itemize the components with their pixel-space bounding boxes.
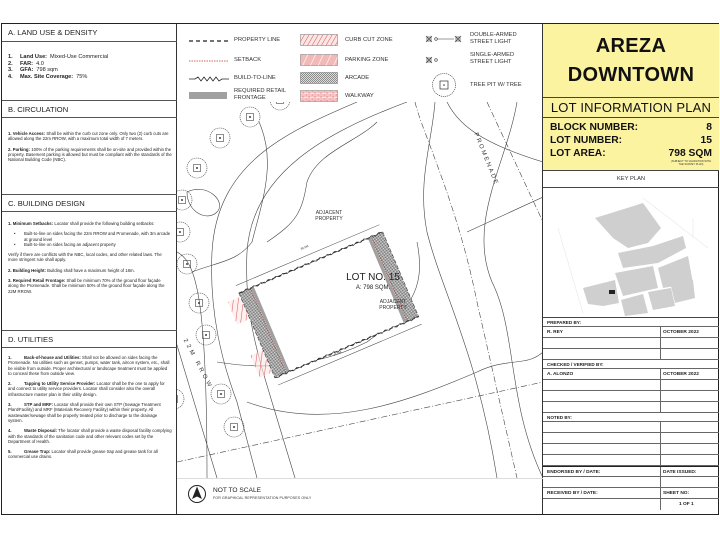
svg-text:37.5M: 37.5M	[332, 349, 343, 357]
legend-walkway: WALKWAY	[345, 93, 374, 99]
checked-by-heading: CHECKED / VERIFIED BY:	[543, 360, 719, 369]
not-to-scale-note: FOR GRAPHICAL REPRESENTATION PURPOSES ONLY	[213, 496, 312, 500]
project-title-box	[543, 24, 719, 98]
noted-by-heading: NOTED BY:	[543, 413, 719, 422]
legend-property-line: PROPERTY LINE	[234, 37, 281, 43]
not-to-scale-label: NOT TO SCALE	[213, 487, 262, 494]
legend-arcade: ARCADE	[345, 75, 370, 81]
received-by-row: RECEIVED BY / DATE: SHEET NO:	[543, 488, 719, 499]
section-heading-circulation: B. CIRCULATION	[2, 100, 177, 118]
plan-title: LOT INFORMATION PLAN	[543, 98, 719, 118]
lot-info-box	[543, 118, 719, 171]
noted-by-blank-row	[543, 433, 719, 444]
lot-area-note: (SUBJECT TO VALIDATION WITH THE SURVEY PLAN)	[671, 160, 711, 166]
retail-frontage-swatch	[189, 92, 227, 99]
lot-number-row: LOT NUMBER: 15	[550, 135, 712, 146]
prepared-by-blank-row	[543, 349, 719, 360]
site-plan-drawing	[177, 102, 543, 478]
checked-by-row: A. ALONZO OCTOBER 2022	[543, 369, 719, 380]
parking-zone-swatch	[300, 54, 338, 66]
prepared-by-blank-row	[543, 338, 719, 349]
land-use-item: 2. FAR: 4.0	[8, 60, 44, 67]
tree-pit-icon	[431, 72, 457, 98]
key-plan-heading: KEY PLAN	[543, 171, 719, 188]
legend-setback: SETBACK	[234, 57, 262, 63]
section-heading-land-use: A. LAND USE & DENSITY	[2, 24, 177, 42]
section-heading-utilities: D. UTILITIES	[2, 330, 177, 348]
legend-build-to-line: BUILD-TO-LINE	[234, 75, 276, 81]
adjacent-property-label-bottom: ADJACENT PROPERTY	[379, 299, 407, 311]
single-street-light-icon	[424, 55, 444, 65]
legend-single-light: SINGLE-ARMED STREET LIGHT	[470, 52, 515, 65]
utilities-text: 1. Back-of-house and Utilities: Shall not be allowed on sides facing the Promenade. No utilities such as genset, pumps, water tank, aircon system, etc., shall be visible from outside. Proper architectural or landscape treatment must be applied to conceal these from outside view. 2. Tapping to Utility Service Provider: Locator shall be the one to apply for and connect to utility service providers. Locator shall consider also the overall infrastructure master plan in their utility design. 3. STP and MRF: Locator shall provide their own STP (Sewage Treatment Plant/Facility) and MRF (Materials Recovery Facility) within their property. All wastewater/sewage shall be properly treated prior to discharge to the drainage system. 4. Waste Disposal: The locator shall provide a waste disposal facility complying with the standards of the sanitation code and other relevant codes set by the Department of Health. 5. Grease Trap: Locator shall provide grease trap and grease tank for all commercial use drains.	[8, 355, 172, 460]
divider	[177, 478, 543, 479]
lot-number-label: LOT NO. 15	[346, 272, 400, 283]
land-use-list	[8, 54, 172, 80]
adjacent-property-label-top: ADJACENT PROPERTY	[315, 210, 343, 222]
land-use-item: 4. Max. Site Coverage: 75%	[8, 73, 88, 80]
section-heading-building-design: C. BUILDING DESIGN	[2, 194, 177, 212]
build-to-line-icon	[189, 75, 229, 83]
endorsed-blank-row	[543, 477, 719, 488]
legend-parking-zone: PARKING ZONE	[345, 57, 389, 63]
property-line-icon	[189, 38, 229, 44]
legend-curb-cut: CURB CUT ZONE	[345, 37, 393, 43]
double-street-light-icon	[424, 34, 464, 44]
project-title-line2: DOWNTOWN	[567, 64, 695, 86]
lot-area-row: LOT AREA: 798 SQM	[550, 148, 712, 159]
noted-by-blank-row	[543, 455, 719, 466]
road-label-22m-rrow: 22M RROW	[181, 338, 214, 391]
site-plan-column	[177, 24, 543, 514]
noted-by-blank-row	[543, 444, 719, 455]
project-title-line1: AREZA	[595, 35, 667, 57]
noted-by-blank-row	[543, 422, 719, 433]
arcade-swatch	[300, 72, 338, 84]
land-use-item: 1. Land Use: Mixed-Use Commercial	[8, 54, 109, 60]
block-number-row: BLOCK NUMBER: 8	[550, 122, 712, 133]
checked-by-blank-row	[543, 402, 719, 413]
legend-retail-frontage: REQUIRED RETAIL FRONTAGE	[234, 88, 286, 101]
legend	[177, 24, 543, 102]
checked-by-blank-row	[543, 380, 719, 391]
walkway-swatch	[300, 90, 338, 102]
legend-double-light: DOUBLE-ARMED STREET LIGHT	[470, 32, 517, 45]
north-arrow-icon	[187, 484, 207, 504]
checked-by-blank-row	[543, 391, 719, 402]
land-use-item: 3. GFA: 798 sqm	[8, 67, 58, 74]
prepared-by-row: R. REY OCTOBER 2022	[543, 327, 719, 338]
endorsed-by-row: ENDORSED BY / DATE: DATE ISSUED:	[543, 466, 719, 477]
road-label-promenade: PROMENADE	[472, 132, 500, 187]
circulation-text: 1. Vehicle Access: Shall be within the curb cut zone only. Only two (2) curb cuts are allowed along the 22m RROW, with a maximum total width of 7 meters. 2. Parking: 100% of the parking requirements shall be on-site and provided within the property. Basement parking is allowed but must be compliant with the standards of the National Building Code (NBC).	[8, 131, 172, 163]
svg-text:36.5M: 36.5M	[299, 243, 310, 251]
legend-tree-pit: TREE PIT W/ TREE	[470, 82, 522, 88]
title-block	[543, 24, 719, 514]
guidelines-column	[2, 24, 177, 514]
key-plan-svg	[543, 188, 719, 318]
lot-information-sheet	[1, 23, 719, 515]
building-design-text: 1. Minimum Setbacks: Locator shall provide the following building setbacks: • Built-to-line on sides facing the 22m RROW and Promenade, with 3m arcade at ground level • Built-to-line on sides facing an adjacent property Verify if there are conflicts with the NBC, local codes, and other related laws. The more stringent rule shall apply. 2. Building Height: Building shall have a maximum height of 18m. 3. Required Retail Frontage: Shall be minimum 70% of the ground floor façade along the Promenade. Shall be minimum 50% of the ground floor façade along the 22M RROW.	[8, 221, 171, 294]
curb-cut-swatch	[300, 34, 338, 46]
prepared-by-heading: PREPARED BY:	[543, 318, 719, 327]
key-plan-map	[543, 188, 719, 318]
sheet-number-row: 1 OF 1	[543, 499, 719, 510]
setback-line-icon	[189, 58, 229, 64]
lot-area-label: A: 798 SQM.	[355, 285, 391, 291]
